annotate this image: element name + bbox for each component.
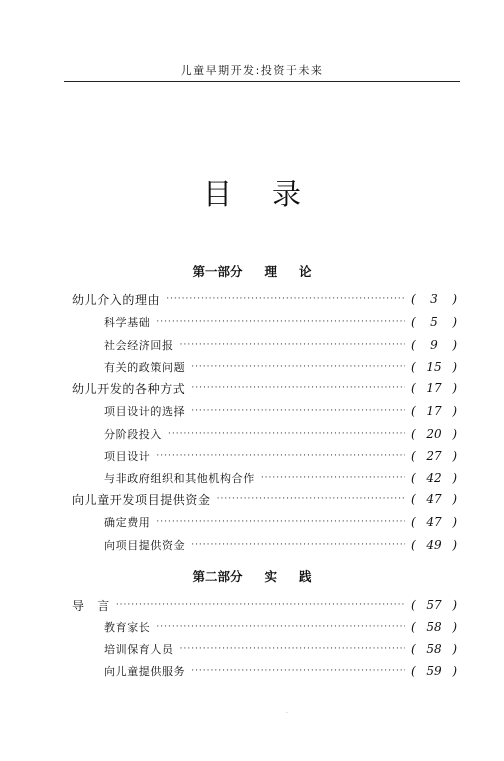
toc-entry[interactable]: [104, 617, 457, 637]
toc-entry-page: ( 20 ): [411, 427, 457, 441]
toc-entry[interactable]: [72, 378, 457, 398]
leader-dots: [166, 294, 405, 304]
toc-entry-page: ( 5 ): [411, 315, 457, 329]
leader-dots: [191, 362, 405, 372]
toc-entry-page: ( 49 ): [411, 538, 457, 552]
toc-entry[interactable]: [72, 595, 457, 615]
leader-dots: [217, 494, 405, 504]
toc-entry-page: ( 3 ): [411, 292, 457, 306]
leader-dots: [191, 406, 405, 416]
part-heading-1: [0, 262, 504, 280]
leader-dots: [156, 317, 405, 327]
leader-dots: [191, 383, 405, 393]
leader-dots: [261, 473, 405, 483]
toc-entry[interactable]: [104, 335, 457, 355]
toc-title: [0, 172, 504, 213]
toc-entry-label: 向儿童提供服务: [104, 665, 186, 678]
toc-entry-label: 培训保育人员: [104, 643, 174, 656]
leader-dots: [168, 429, 405, 439]
toc-entry-label: 项目设计: [104, 450, 151, 463]
toc-entry[interactable]: [104, 661, 457, 681]
toc-entry-page: ( 58 ): [411, 620, 457, 634]
toc-entry-label: 科学基础: [104, 316, 151, 329]
toc-entry[interactable]: [72, 489, 457, 509]
toc-entry-label: 幼儿开发的各种方式: [72, 381, 186, 396]
toc-entry[interactable]: [104, 468, 457, 488]
toc-entry[interactable]: [104, 312, 457, 332]
part-word-2: 践: [299, 569, 312, 584]
toc-entry-label: 与非政府组织和其他机构合作: [104, 472, 255, 485]
toc-entry[interactable]: [104, 535, 457, 555]
leader-dots: [156, 517, 405, 527]
toc-entry-label: 导 言: [72, 598, 110, 613]
leader-dots: [191, 540, 405, 550]
toc-entry-page: ( 59 ): [411, 664, 457, 678]
scan-speck: ·: [286, 710, 288, 717]
toc-title-char-1: 目: [202, 177, 272, 211]
leader-dots: [156, 451, 405, 461]
toc-entry-label: 项目设计的选择: [104, 405, 186, 418]
toc-entry[interactable]: [72, 289, 457, 309]
toc-entry-label: 分阶段投入: [104, 428, 162, 441]
toc-entry[interactable]: [104, 401, 457, 421]
toc-entry-label: 有关的政策问题: [104, 361, 186, 374]
toc-title-char-2: 录: [272, 177, 342, 211]
toc-entry[interactable]: [104, 446, 457, 466]
toc-entry-label: 向儿童开发项目提供资金: [72, 492, 211, 507]
part-word-2: 论: [299, 264, 312, 279]
toc-entry[interactable]: [104, 424, 457, 444]
part-label: 第二部分: [192, 569, 243, 584]
toc-entry-page: ( 58 ): [411, 642, 457, 656]
leader-dots: [191, 666, 405, 676]
part-word-1: 实: [264, 569, 277, 584]
toc-entry[interactable]: [104, 639, 457, 659]
running-header-title: 儿童早期开发:投资于未来: [180, 64, 324, 77]
toc-entry[interactable]: [104, 512, 457, 532]
toc-entry[interactable]: [104, 357, 457, 377]
toc-entry-page: ( 15 ): [411, 360, 457, 374]
part-heading-2: [0, 567, 504, 585]
leader-dots: [180, 340, 405, 350]
part-word-1: 理: [264, 264, 277, 279]
toc-entry-page: ( 47 ): [411, 492, 457, 506]
toc-entry-page: ( 9 ): [411, 338, 457, 352]
toc-entry-label: 幼儿介入的理由: [72, 292, 161, 307]
toc-entry-label: 确定费用: [104, 516, 151, 529]
toc-entry-page: ( 42 ): [411, 471, 457, 485]
leader-dots: [116, 600, 405, 610]
toc-entry-label: 向项目提供资金: [104, 539, 186, 552]
toc-entry-page: ( 27 ): [411, 449, 457, 463]
header-rule: [64, 81, 460, 82]
toc-entry-page: ( 47 ): [411, 515, 457, 529]
toc-entry-label: 教育家长: [104, 621, 151, 634]
part-label: 第一部分: [192, 264, 243, 279]
toc-entry-page: ( 17 ): [411, 404, 457, 418]
toc-entry-page: ( 17 ): [411, 381, 457, 395]
toc-entry-page: ( 57 ): [411, 598, 457, 612]
leader-dots: [180, 644, 405, 654]
toc-entry-label: 社会经济回报: [104, 339, 174, 352]
leader-dots: [156, 622, 405, 632]
